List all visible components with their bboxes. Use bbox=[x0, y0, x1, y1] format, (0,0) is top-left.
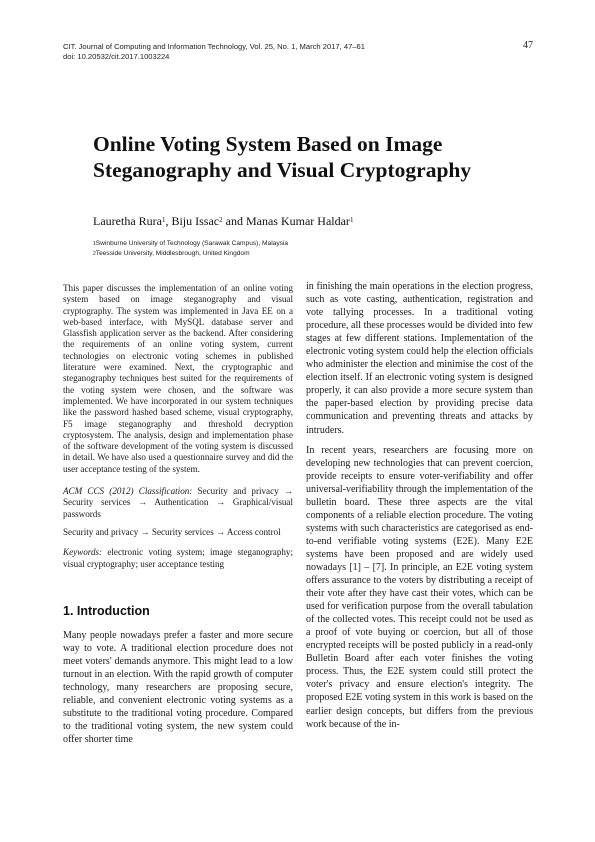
keywords-label: Keywords: bbox=[63, 547, 103, 558]
journal-citation: CIT. Journal of Computing and Information Technology, Vol. 25, No. 1, March 2017, 47–61 bbox=[63, 42, 365, 51]
paper-title: Online Voting System Based on Image Steganography and Visual Cryptography bbox=[93, 132, 472, 182]
page-number: 47 bbox=[523, 40, 533, 51]
author-name: Lauretha Rura bbox=[93, 214, 162, 228]
doi: doi: 10.20532/cit.2017.1003224 bbox=[63, 52, 170, 61]
affiliations bbox=[93, 239, 288, 259]
body-paragraph: in finishing the main operations in the election progress, such as vote casting, authentication, registration and vote tallying processes. In a traditional voting procedure, all these processes would be divided into few stages at few different stations. Implementation of the electronic voting system could help the election officials who administer the election and minimise the cost of the election itself. If an electronic voting system is designed properly, it can also provide a more secure system than the paper-based election by providing precise data communication and preventing threats and attacks by intruders. bbox=[306, 281, 533, 436]
abstract: This paper discusses the implementation of an online voting system based on image steganography and visual cryptography. The system was implemented in Java EE on a web-based interface, with MySQL database server and Glassfish application server as the backend. After considering the requirements of an online voting system, current technologies on electronic voting schemes in published literature were examined. Next, the cryptographic and steganography techniques best suited for the requirements of the voting system were chosen, and the software was implemented. We have incorporated in our system techniques like the password hashed based scheme, visual cryptography, F5 image steganography and threshold decryption cryptosystem. The analysis, design and implementation phase of the software development of the voting system is discussed in detail. We have also used a questionnaire survey and did the user acceptance testing of the system. bbox=[63, 283, 293, 474]
body-paragraph: In recent years, researchers are focusing more on developing new technologies that can prevent coercion, provide receipts to ensure voter-verifiability and offer universal-verifiability through the implementation of the bulletin board. These three aspects are the vital components of a reliable election procedure. The voting systems with such characteristics are categorised as end-to-end verifiable voting systems (E2E). Many E2E systems have been proposed and are widely used nowadays [1] – [7]. In principle, an E2E voting system offers assurance to the voters by distributing a receipt of their vote after they have cast their votes, which can be used for verification purpose from the overall tabulation of the collected votes. This receipt could not be used as a proof of vote buying or coercion, but all of those encrypted receipts will be posted publicly in a read-only Bulletin Board after each voter finishes the voting process. Thus, the E2E system could still protect the voter's privacy and ensure election's integrity. The proposed E2E voting system in this work is based on the earlier design concepts, but differs from the previous work because of the in- bbox=[306, 444, 533, 730]
affiliation-line: $^1$Swinburne University of Technology (Sarawak Campus), Malaysia bbox=[93, 240, 289, 247]
acm-line-1: Security and privacy → Security services → Authentication → Graphical/visual passwords bbox=[63, 486, 293, 519]
section-heading: 1. Introduction bbox=[63, 603, 150, 618]
running-header bbox=[63, 42, 533, 62]
author-list: Lauretha Rura$^1$, Biju Issac$^2$ and Manas Kumar Haldar$^1$ bbox=[93, 214, 354, 228]
right-column bbox=[306, 280, 533, 731]
author-name: Biju Issac bbox=[171, 214, 220, 228]
acm-line-2: Security and privacy → Security services → Access control bbox=[63, 526, 281, 537]
acm-label: ACM CCS (2012) Classification: bbox=[63, 486, 193, 497]
author-affiliation-mark: 1 bbox=[349, 216, 354, 224]
left-column bbox=[63, 283, 293, 746]
author-affiliation-mark: 1 bbox=[161, 216, 166, 224]
affiliation-line: $^2$Teesside University, Middlesbrough, United Kingdom bbox=[93, 250, 250, 257]
author-affiliation-mark: 2 bbox=[219, 216, 223, 224]
author-name: Manas Kumar Haldar bbox=[245, 214, 350, 228]
intro-paragraph: Many people nowadays prefer a faster and more secure way to vote. A traditional election procedure does not meet voters' demands anymore. This might lead to a low turnout in an election. With the rapid growth of computer technology, many researchers are proposing secure, reliable, and convenient electronic voting systems as a substitute to the traditional voting procedure. Compared to the traditional voting system, the new system could offer shorter time bbox=[63, 629, 293, 746]
acm-classification bbox=[63, 486, 293, 520]
keywords bbox=[63, 547, 293, 570]
keywords-text: electronic voting system; image steganography; visual cryptography; user acceptance testing bbox=[63, 547, 294, 569]
